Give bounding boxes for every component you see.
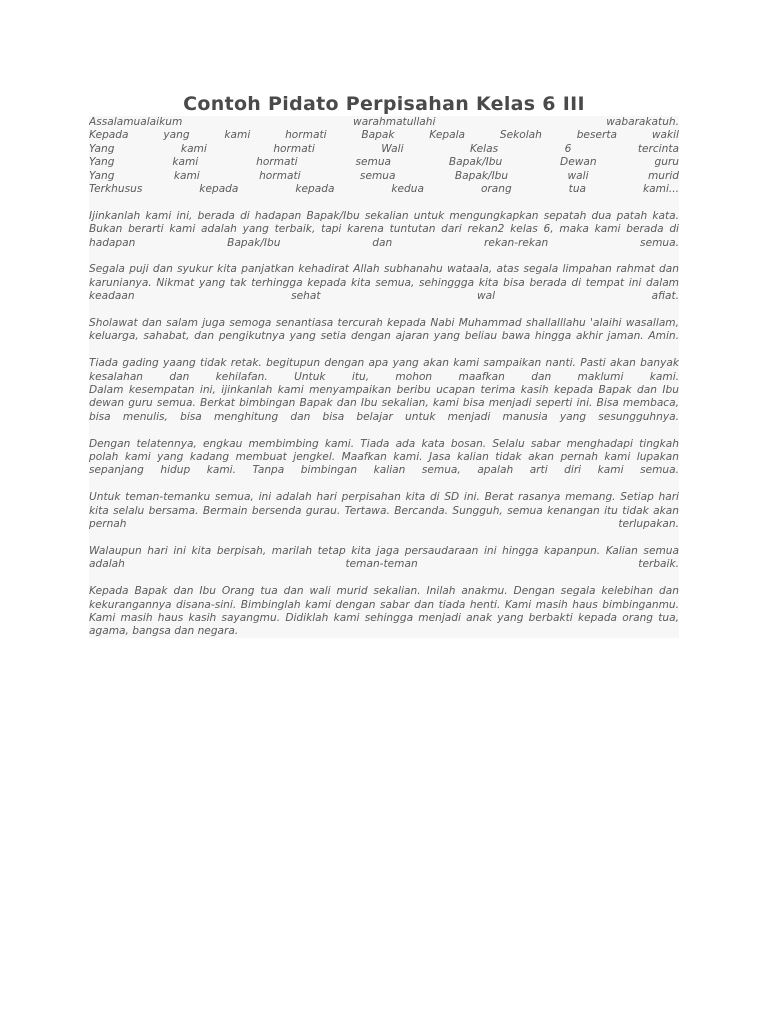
paragraph-line: Dengan telatennya, engkau membimbing kami. Tiada ada kata bosan. Selalu sabar menghadapi tingkah [89,437,679,450]
paragraph-line: Sholawat dan salam juga semoga senantiasa tercurah kepada Nabi Muhammad shallalllahu 'alaihi wasallam, [89,317,679,330]
paragraph-farewell [89,545,679,572]
paragraph-line: pernah terlupakan. [89,518,679,531]
paragraph-line: kekurangannya disana-sini. Bimbinglah kami dengan sabar dan tiada henti. Kami masih haus bimbinganmu. [89,598,679,611]
paragraph-line: Ijinkanlah kami ini, berada di hadapan Bapak/Ibu sekalian untuk mengungkapkan sepatah dua patah kata. [89,209,679,222]
paragraph-line: polah kami yang kadang membuat jengkel. Maafkan kami. Jasa kalian tidak akan pernah kami lupakan [89,451,679,464]
paragraph-line: sepanjang hidup kami. Tanpa bimbingan kalian semua, apalah arti diri kami semua. [89,464,679,477]
greeting-line: Kepada yang kami hormati Bapak Kepala Sekolah beserta wakil [89,129,679,142]
speech-body [89,116,679,638]
paragraph-line: Tiada gading yaang tidak retak. begitupun dengan apa yang akan kami sampaikan nanti. Pasti akan banyak [89,357,679,370]
paragraph-apology [89,357,679,424]
greeting-line: Assalamualaikum warahmatullahi wabarakatuh. [89,116,679,128]
paragraph-line: kesalahan dan kehilafan. Untuk itu, mohon maafkan dan maklumi kami. [89,370,679,383]
greeting-block [89,116,679,196]
paragraph-introduction [89,210,679,250]
paragraph-line: Walaupun hari ini kita berpisah, marilah tetap kita jaga persaudaraan ini hingga kapanpun. Kalian semua [89,544,679,557]
greeting-line: Yang kami hormati Wali Kelas 6 tercinta [89,142,679,155]
paragraph-line: Bukan berarti kami adalah yang terbaik, tapi karena tuntutan dari rekan2 kelas 6, maka kami berada di [89,223,679,236]
paragraph-line: agama, bangsa dan negara. [89,625,239,638]
paragraph-line: adalah teman-teman terbaik. [89,558,679,571]
paragraph-line: hadapan Bapak/Ibu dan rekan-rekan semua. [89,236,679,249]
paragraph-praise [89,263,679,303]
paragraph-line: Kami masih haus kasih sayangmu. Didiklah kami sehingga menjadi anak yang berbakti kepada orang tua, [89,611,679,624]
greeting-line: Yang kami hormati semua Bapak/Ibu Dewan guru [89,156,679,169]
document-title: Contoh Pidato Perpisahan Kelas 6 III [183,93,585,115]
greeting-line: Terkhusus kepada kepada kedua orang tua kami... [89,183,679,196]
paragraph-line: kita selalu bersama. Bermain bersenda gurau. Tertawa. Bercanda. Sungguh, semua kenangan itu tidak akan [89,504,679,517]
paragraph-line: dewan guru semua. Berkat bimbingan Bapak dan Ibu sekalian, kami bisa menjadi seperti ini. Bisa membaca, [89,397,679,410]
paragraph-line: Kepada Bapak dan Ibu Orang tua dan wali murid sekalian. Inilah anakmu. Dengan segala kelebihan dan [89,585,679,598]
paragraph-line: Segala puji dan syukur kita panjatkan kehadirat Allah subhanahu wataala, atas segala limpahan rahmat dan [89,263,679,276]
paragraph-line: keluarga, sahabat, dan pengikutnya yang setia dengan ajaran yang beliau bawa hingga akhir jaman. Amin. [89,330,679,343]
paragraph-teachers [89,438,679,478]
paragraph-line: karunianya. Nikmat yang tak terhingga kepada kita semua, sehinggga kita bisa berada di tempat ini dalam [89,276,679,289]
paragraph-line: bisa menulis, bisa menghitung dan bisa belajar untuk menjadi manusia yang sesungguhnya. [89,410,679,423]
paragraph-parents [89,585,679,639]
paragraph-line: keadaan sehat wal afiat. [89,290,679,303]
paragraph-line: Untuk teman-temanku semua, ini adalah hari perpisahan kita di SD ini. Berat rasanya memang. Setiap hari [89,491,679,504]
greeting-line: Yang kami hormati semua Bapak/Ibu wali murid [89,169,679,182]
paragraph-friends [89,491,679,531]
paragraph-line: Dalam kesempatan ini, ijinkanlah kami menyampaikan beribu ucapan terima kasih kepada Bapak dan Ibu [89,384,679,397]
paragraph-sholawat [89,317,679,344]
